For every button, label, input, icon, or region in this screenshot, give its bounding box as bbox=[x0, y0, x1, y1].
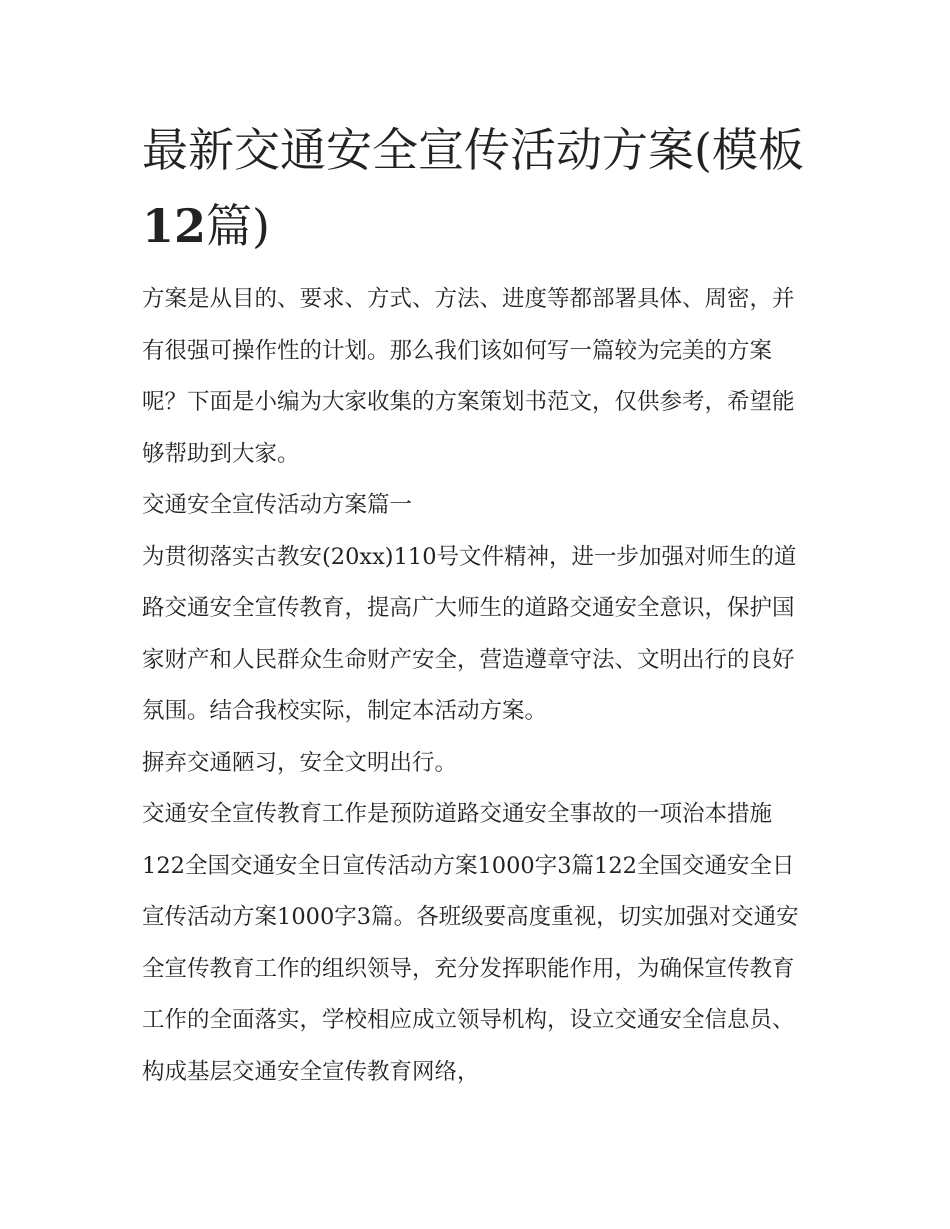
document-page bbox=[142, 112, 812, 1098]
intro-paragraph: 方案是从目的、要求、方式、方法、进度等都部署具体、周密，并有很强可操作性的计划。那么我们该如何写一篇较为完美的方案呢？下面是小编为大家收集的方案策划书范文，仅供参考，希望能够帮助到大家。 bbox=[142, 286, 795, 467]
title-number: 12 bbox=[142, 199, 207, 253]
organization-paragraph: 交通安全宣传教育工作是预防道路交通安全事故的一项治本措施122全国交通安全日宣传活动方案1000字3篇122全国交通安全日宣传活动方案1000字3篇。各班级要高度重视，切实加强对交通安全宣传教育工作的组织领导，充分发挥职能作用，为确保宣传教育工作的全面落实，学校相应成立领导机构，设立交通安全信息员、构成基层交通安全宣传教育网络， bbox=[142, 801, 799, 1085]
document-title bbox=[142, 112, 812, 264]
purpose-paragraph: 为贯彻落实古教安(20xx)110号文件精神，进一步加强对师生的道路交通安全宣传教育，提高广大师生的道路交通安全意识，保护国家财产和人民群众生命财产安全，营造遵章守法、文明出行的良好氛围。结合我校实际，制定本活动方案。 bbox=[142, 543, 797, 724]
section-heading: 交通安全宣传活动方案篇一 bbox=[142, 492, 413, 518]
theme-paragraph: 摒弃交通陋习，安全文明出行。 bbox=[142, 749, 458, 776]
title-suffix: 篇) bbox=[206, 199, 270, 253]
title-prefix: 最新交通安全宣传活动方案(模板 bbox=[142, 123, 804, 177]
